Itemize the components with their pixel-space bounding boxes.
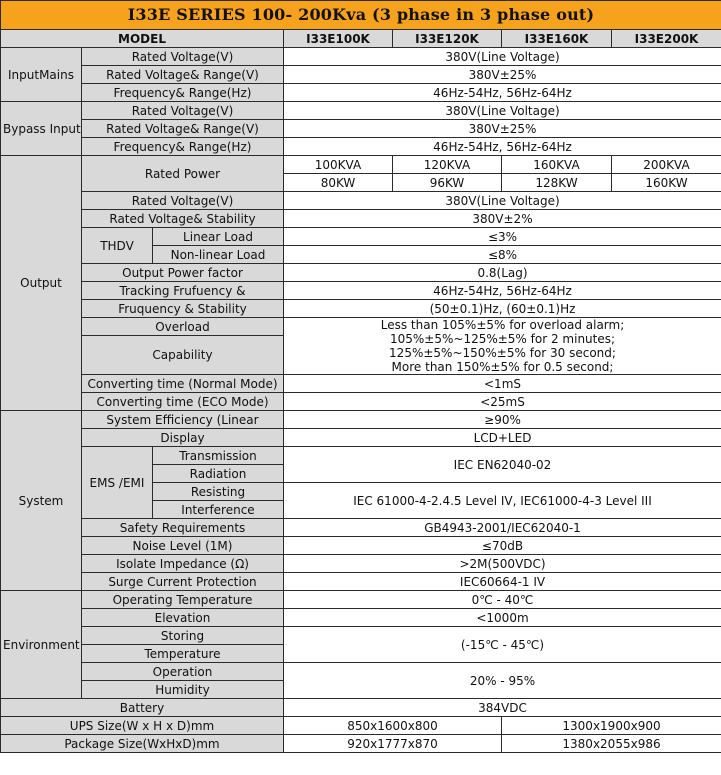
capability-label: Capability bbox=[82, 336, 284, 375]
row-label: Humidity bbox=[82, 681, 284, 699]
row-value: IEC60664-1 IV bbox=[284, 573, 721, 591]
row-value: 380V(Line Voltage) bbox=[284, 192, 721, 210]
table-row bbox=[1, 411, 721, 429]
table-row bbox=[1, 735, 721, 753]
row-value: 46Hz-54Hz, 56Hz-64Hz bbox=[284, 138, 721, 156]
row-label: Transmission bbox=[153, 447, 284, 465]
overload-line: More than 150%±5% for 0.5 second; bbox=[391, 360, 614, 374]
row-value: 46Hz-54Hz, 56Hz-64Hz bbox=[284, 282, 721, 300]
row-label: Interference bbox=[153, 501, 284, 519]
row-label: Storing bbox=[82, 627, 284, 645]
table-row bbox=[1, 192, 721, 210]
table-row bbox=[1, 627, 721, 645]
storage-temperature-value: (-15℃ - 45℃) bbox=[284, 627, 721, 663]
table-row bbox=[1, 699, 721, 717]
table-title: I33E SERIES 100- 200Kva (3 phase in 3 phase out) bbox=[1, 1, 721, 30]
row-label: Converting time (Normal Mode) bbox=[82, 375, 284, 393]
table-row bbox=[1, 519, 721, 537]
table-row bbox=[1, 537, 721, 555]
row-label: Operation bbox=[82, 663, 284, 681]
row-label: Rated Voltage(V) bbox=[82, 192, 284, 210]
table-row bbox=[1, 138, 721, 156]
battery-value: 384VDC bbox=[284, 699, 721, 717]
table-row bbox=[1, 393, 721, 411]
group-bypass-input: Bypass Input bbox=[1, 102, 82, 156]
row-label: Safety Requirements bbox=[82, 519, 284, 537]
row-value: ≤3% bbox=[284, 228, 721, 246]
battery-label: Battery bbox=[1, 699, 284, 717]
table-row bbox=[1, 591, 721, 609]
overload-line: 125%±5%~150%±5% for 30 second; bbox=[389, 346, 616, 360]
table-row bbox=[1, 282, 721, 300]
group-input-mains: InputMains bbox=[1, 48, 82, 102]
row-label: Display bbox=[82, 429, 284, 447]
row-label: Frequency& Range(Hz) bbox=[82, 84, 284, 102]
kva-100k: 100KVA bbox=[284, 156, 393, 174]
row-label: Rated Voltage(V) bbox=[82, 48, 284, 66]
row-label: Tracking Frufuency & bbox=[82, 282, 284, 300]
row-label: Rated Voltage& Stability bbox=[82, 210, 284, 228]
kw-200k: 160KW bbox=[612, 174, 721, 192]
ems-emi-label: EMS /EMI bbox=[82, 447, 153, 519]
model-160k: I33E160K bbox=[502, 30, 612, 48]
table-row bbox=[1, 447, 721, 465]
kw-120k: 96KW bbox=[393, 174, 502, 192]
table-row bbox=[1, 66, 721, 84]
row-label: Elevation bbox=[82, 609, 284, 627]
model-200k: I33E200K bbox=[612, 30, 721, 48]
row-label: Non-linear Load bbox=[153, 246, 284, 264]
table-row bbox=[1, 663, 721, 681]
model-100k: I33E100K bbox=[284, 30, 393, 48]
table-row bbox=[1, 156, 721, 174]
row-value: <1000m bbox=[284, 609, 721, 627]
header-row bbox=[1, 30, 721, 48]
row-label: Temperature bbox=[82, 645, 284, 663]
row-label: Surge Current Protection bbox=[82, 573, 284, 591]
group-system: System bbox=[1, 411, 82, 591]
table-row bbox=[1, 429, 721, 447]
package-size-large: 1380x2055x986 bbox=[502, 735, 721, 753]
row-label: System Efficiency (Linear bbox=[82, 411, 284, 429]
kw-100k: 80KW bbox=[284, 174, 393, 192]
row-value: LCD+LED bbox=[284, 429, 721, 447]
table-row bbox=[1, 84, 721, 102]
kw-160k: 128KW bbox=[502, 174, 612, 192]
table-row bbox=[1, 264, 721, 282]
ups-size-label: UPS Size(W x H x D)mm bbox=[1, 717, 284, 735]
row-label: Isolate Impedance (Ω) bbox=[82, 555, 284, 573]
row-value: <25mS bbox=[284, 393, 721, 411]
row-value: 46Hz-54Hz, 56Hz-64Hz bbox=[284, 84, 721, 102]
overload-line: 105%±5%~125%±5% for 2 minutes; bbox=[389, 332, 616, 346]
row-value: (50±0.1)Hz, (60±0.1)Hz bbox=[284, 300, 721, 318]
table-row bbox=[1, 717, 721, 735]
row-value: 380V(Line Voltage) bbox=[284, 102, 721, 120]
emission-value: IEC EN62040-02 bbox=[284, 447, 721, 483]
row-label: Linear Load bbox=[153, 228, 284, 246]
table-row bbox=[1, 102, 721, 120]
table-row bbox=[1, 318, 721, 336]
row-value: 0.8(Lag) bbox=[284, 264, 721, 282]
row-label: Rated Voltage(V) bbox=[82, 102, 284, 120]
overload-capability-value bbox=[284, 318, 721, 375]
row-value: ≤70dB bbox=[284, 537, 721, 555]
model-120k: I33E120K bbox=[393, 30, 502, 48]
table-row bbox=[1, 210, 721, 228]
row-value: ≤8% bbox=[284, 246, 721, 264]
thdv-label: THDV bbox=[82, 228, 153, 264]
table-row bbox=[1, 375, 721, 393]
table-row bbox=[1, 609, 721, 627]
ups-size-large: 1300x1900x900 bbox=[502, 717, 721, 735]
table-row bbox=[1, 228, 721, 246]
group-output: Output bbox=[1, 156, 82, 411]
table-row bbox=[1, 120, 721, 138]
group-environment: Environment bbox=[1, 591, 82, 699]
overload-line: Less than 105%±5% for overload alarm; bbox=[380, 318, 625, 332]
kva-120k: 120KVA bbox=[393, 156, 502, 174]
row-value: 0℃ - 40℃ bbox=[284, 591, 721, 609]
row-value: 380V±25% bbox=[284, 120, 721, 138]
row-value: GB4943-2001/IEC62040-1 bbox=[284, 519, 721, 537]
row-label: Noise Level (1M) bbox=[82, 537, 284, 555]
row-value: <1mS bbox=[284, 375, 721, 393]
package-size-label: Package Size(WxHxD)mm bbox=[1, 735, 284, 753]
overload-label: Overload bbox=[82, 318, 284, 336]
model-header: MODEL bbox=[1, 30, 284, 48]
humidity-value: 20% - 95% bbox=[284, 663, 721, 699]
row-label: Rated Voltage& Range(V) bbox=[82, 120, 284, 138]
row-value: 380V±25% bbox=[284, 66, 721, 84]
table-row bbox=[1, 300, 721, 318]
title-row bbox=[1, 1, 721, 30]
ups-size-small: 850x1600x800 bbox=[284, 717, 502, 735]
row-label: Frequency& Range(Hz) bbox=[82, 138, 284, 156]
row-label: Fruquency & Stability bbox=[82, 300, 284, 318]
row-value: ≥90% bbox=[284, 411, 721, 429]
row-label: Output Power factor bbox=[82, 264, 284, 282]
rated-power-label: Rated Power bbox=[82, 156, 284, 192]
package-size-small: 920x1777x870 bbox=[284, 735, 502, 753]
table-row bbox=[1, 555, 721, 573]
row-label: Resisting bbox=[153, 483, 284, 501]
kva-160k: 160KVA bbox=[502, 156, 612, 174]
table-row bbox=[1, 573, 721, 591]
immunity-value: IEC 61000-4-2.4.5 Level IV, IEC61000-4-3 Level III bbox=[284, 483, 721, 519]
row-value: 380V±2% bbox=[284, 210, 721, 228]
row-value: 380V(Line Voltage) bbox=[284, 48, 721, 66]
table-row bbox=[1, 48, 721, 66]
row-label: Operating Temperature bbox=[82, 591, 284, 609]
row-label: Converting time (ECO Mode) bbox=[82, 393, 284, 411]
row-label: Radiation bbox=[153, 465, 284, 483]
row-value: >2M(500VDC) bbox=[284, 555, 721, 573]
kva-200k: 200KVA bbox=[612, 156, 721, 174]
row-label: Rated Voltage& Range(V) bbox=[82, 66, 284, 84]
